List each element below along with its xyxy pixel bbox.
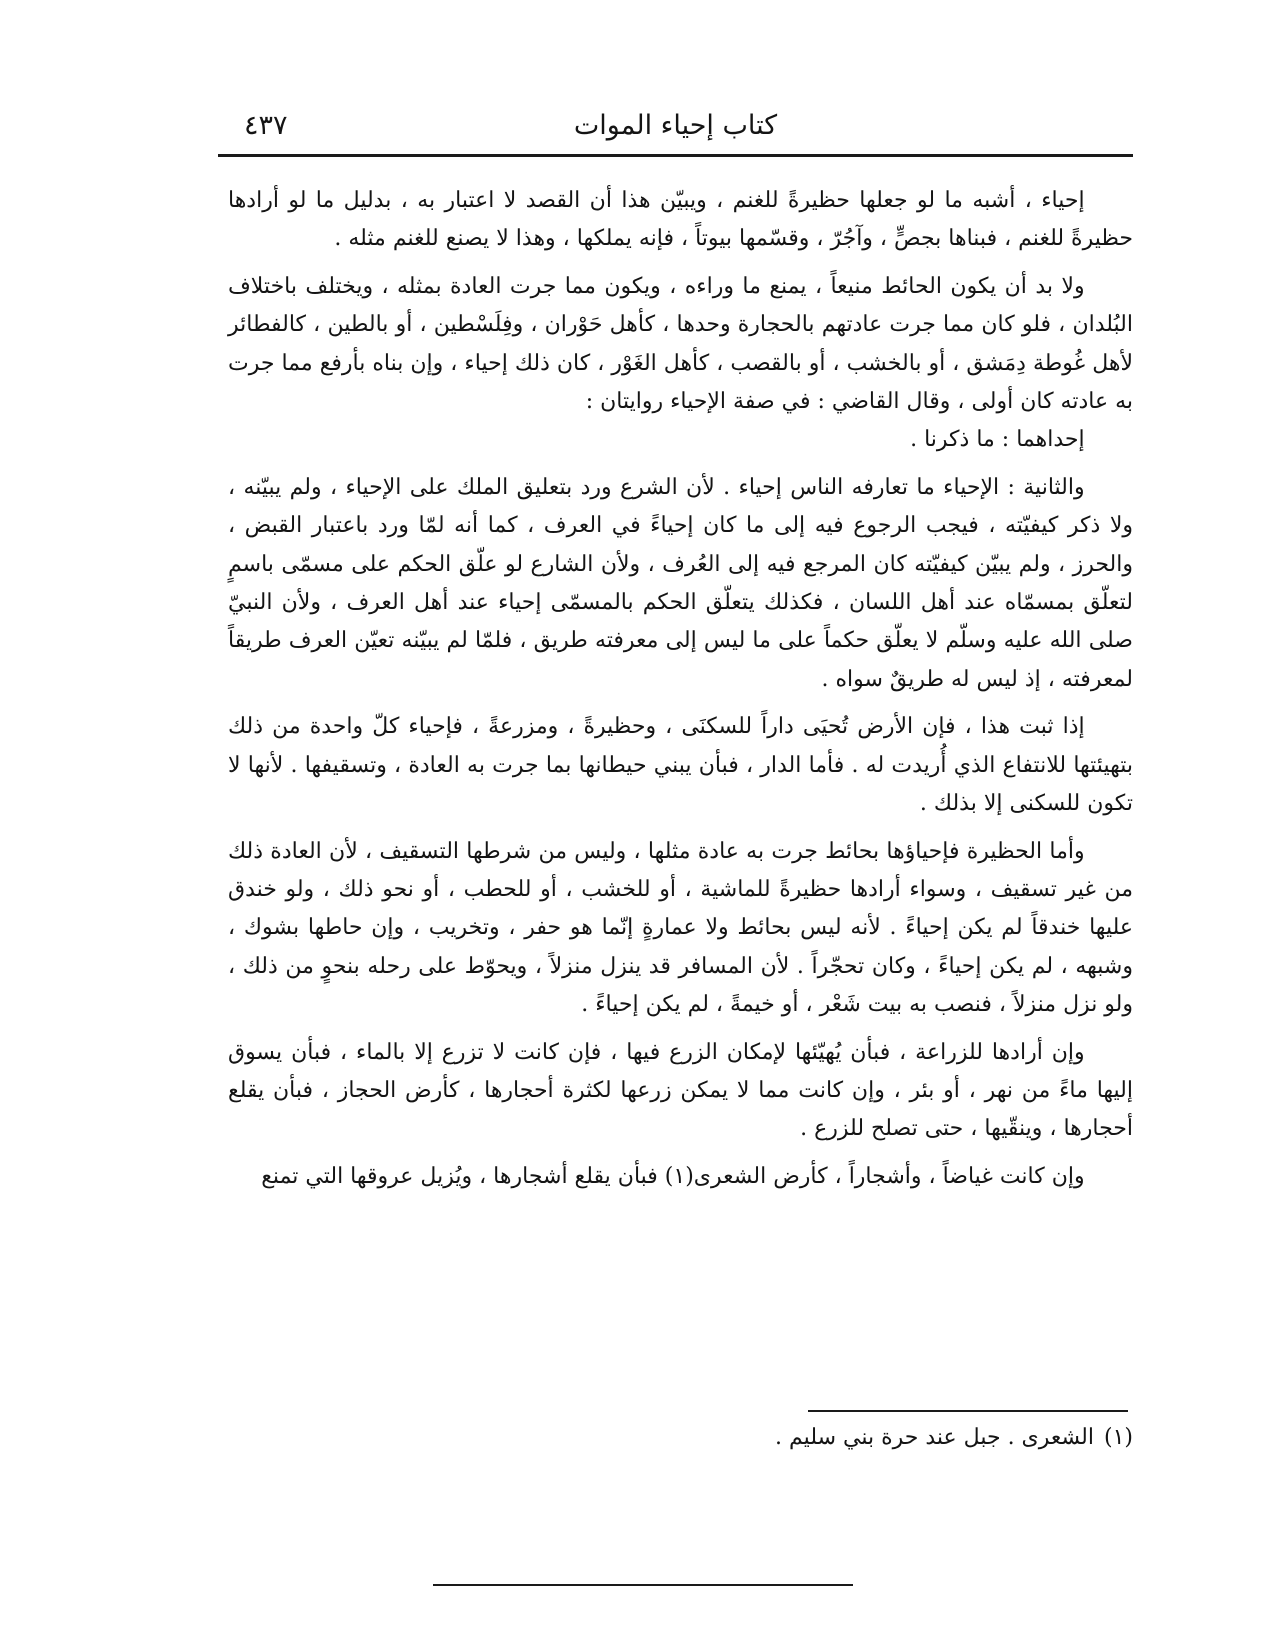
paragraph-7: وإن أرادها للزراعة ، فبأن يُهيّئها لإمكان الزرع فيها ، فإن كانت لا تزرع إلا بالماء ، فبأن يسوق إليها ماءً من نهر ، أو بئر ، وإن كانت مما لا يمكن زرعها لكثرة أحجارها ، كأرض الحجاز ، فبأن يقلع أحجارها ، وينقّيها ، حتى تصلح للزرع . <box>228 1039 1133 1142</box>
paragraph-1: إحياء ، أشبه ما لو جعلها حظيرةً للغنم ، ويبيّن هذا أن القصد لا اعتبار به ، بدليل ما لو أرادها حظيرةً للغنم ، فبناها بجصٍّ ، وآجُرّ ، وقسّمها بيوتاً ، فإنه يملكها ، وهذا لا يصنع للغنم مثله . <box>228 188 1133 252</box>
bottom-divider <box>433 1584 853 1586</box>
running-title: كتاب إحياء الموات <box>573 110 778 141</box>
footnote-divider <box>808 1410 1128 1412</box>
page-number: ٤٣٧ <box>244 110 288 141</box>
paragraph-2: ولا بد أن يكون الحائط منيعاً ، يمنع ما وراءه ، ويكون مما جرت العادة بمثله ، ويختلف باختلاف البُلدان ، فلو كان مما جرت عادتهم بالحجارة وحدها ، كأهل حَوْران ، وفِلَسْطين ، أو بالطين ، كالفطائر لأهل غُوطة دِمَشق ، أو بالخشب ، أو بالقصب ، كأهل الغَوْر ، كان ذلك إحياء ، وإن بناه بأرفع مما جرت به عادته كان أولى ، وقال القاضي : في صفة الإحياء روايتان : <box>228 273 1133 415</box>
body-text <box>228 182 1133 1196</box>
footnote <box>228 1420 1133 1456</box>
footnote-text: الشعرى . جبل عند حرة بني سليم . <box>775 1425 1094 1450</box>
paragraph-6: وأما الحظيرة فإحياؤها بحائط جرت به عادة مثلها ، وليس من شرطها التسقيف ، لأن العادة ذلك من غير تسقيف ، وسواء أرادها حظيرةً للماشية ، أو للخشب ، أو للحطب ، أو نحو ذلك ، ولو خندق عليها خندقاً لم يكن إحياءً . لأنه ليس بحائط ولا عمارةٍ إنّما هو حفر ، وتخريب ، وإن حاطها بشوك ، وشبهه ، لم يكن إحياءً ، وكان تحجّراً . لأن المسافر قد ينزل منزلاً ، ويحوّط على رحله بنحوٍ من ذلك ، ولو نزل منزلاً ، فنصب به بيت شَعْر ، أو خيمةً ، لم يكن إحياءً . <box>228 838 1133 1018</box>
page-header <box>218 104 1133 157</box>
paragraph-3: إحداهما : ما ذكرنا . <box>910 427 1085 453</box>
footnote-marker: (١) <box>1103 1425 1133 1450</box>
paragraph-5: إذا ثبت هذا ، فإن الأرض تُحيَى داراً للسكنَى ، وحظيرةً ، ومزرعةً ، فإحياء كلّ واحدة من ذلك بتهيئتها للانتفاع الذي أُريدت له . فأما الدار ، فبأن يبني حيطانها بما جرت به العادة ، وتسقيفها . لأنها لا تكون للسكنى إلا بذلك . <box>228 714 1133 817</box>
paragraph-4: والثانية : الإحياء ما تعارفه الناس إحياء . لأن الشرع ورد بتعليق الملك على الإحياء ، ولم يبيّنه ، ولا ذكر كيفيّته ، فيجب الرجوع فيه إلى ما كان إحياءً في العرف ، كما أنه لمّا ورد باعتبار القبض ، والحرز ، ولم يبيّن كيفيّته كان المرجع فيه إلى العُرف ، ولأن الشارع لو علّق الحكم على مسمّى باسمٍ لتعلّق بمسمّاه عند أهل اللسان ، فكذلك يتعلّق الحكم بالمسمّى إحياء عند أهل العرف ، ولأن النبيّ صلى الله عليه وسلّم لا يعلّق حكماً على ما ليس إلى معرفته طريق ، فلمّا لم يبيّنه تعيّن العرف طريقاً لمعرفته ، إذ ليس له طريقٌ سواه . <box>228 474 1133 692</box>
paragraph-8: وإن كانت غياضاً ، وأشجاراً ، كأرض الشعرى(١) فبأن يقلع أشجارها ، ويُزيل عروقها التي تمنع <box>261 1163 1085 1189</box>
